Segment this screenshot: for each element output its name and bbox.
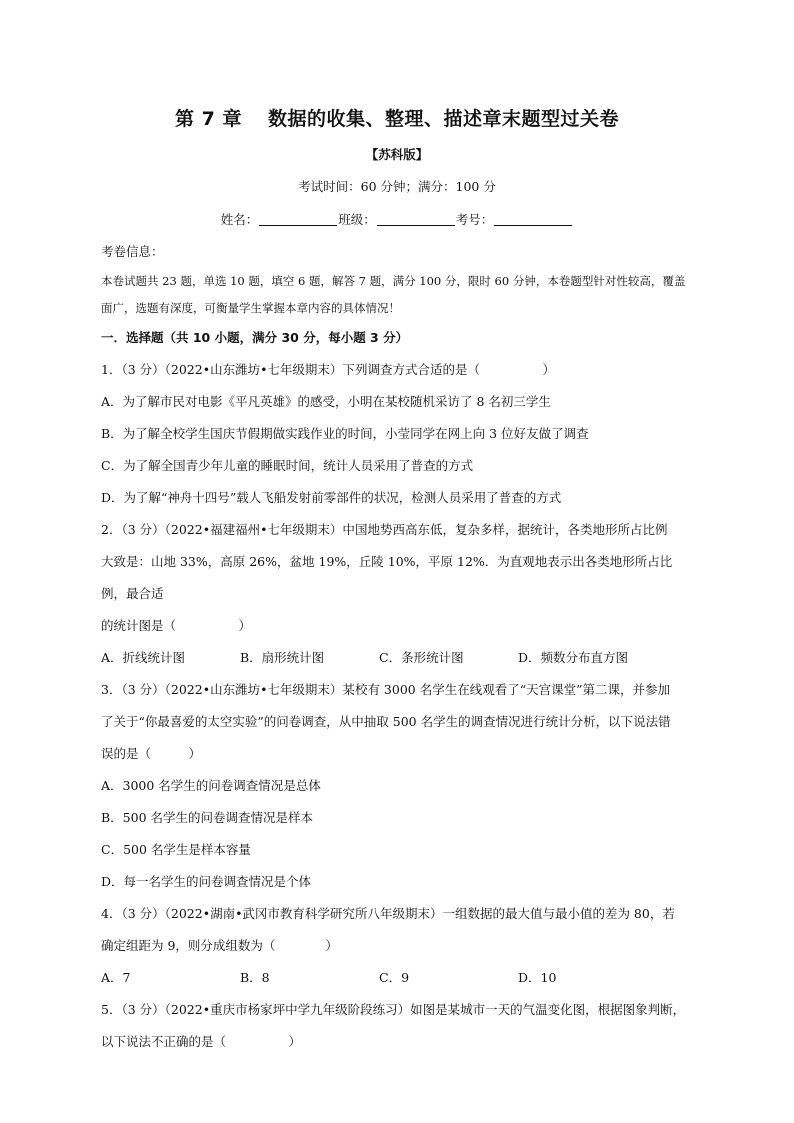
name-label: 姓名： <box>220 212 259 227</box>
chapter-label: 第 7 章 <box>175 108 242 130</box>
option-b: B．500 名学生的问卷调查情况是样本 <box>101 810 314 825</box>
option-d: D．频数分布直方图 <box>518 650 629 665</box>
option-a: A．7 <box>101 970 131 985</box>
question-stem-line: 4．（3 分）（2022•湖南•武冈市教育科学研究所八年级期末）一组数据的最大值与最小值的差为 80，若 <box>101 906 675 921</box>
number-label: 考号： <box>455 212 494 227</box>
exam-time: 考试时间：60 分钟；满分：100 分 <box>298 179 496 194</box>
question-2 <box>101 514 697 674</box>
option-b: B．8 <box>240 970 270 985</box>
number-blank[interactable] <box>494 213 572 226</box>
name-blank[interactable] <box>259 213 337 226</box>
question-stem-line: 3．（3 分）（2022•山东潍坊•七年级期末）某校有 3000 名学生在线观看了“天宫课堂”第二课，并参加 <box>101 682 670 697</box>
question-stem-line: 大致是：山地 33%，高原 26%，盆地 19%，丘陵 10%，平原 12%．为直观地表示出各类地形所占比例，最合适 <box>101 554 673 601</box>
question-stem-line: 以下说法不正确的是（ ） <box>101 1034 302 1049</box>
option-c: C．为了解全国青少年儿童的睡眠时间，统计人员采用了普查的方式 <box>101 458 474 473</box>
exam-info-line-1: 本卷试题共 23 题，单选 10 题，填空 6 题，解答 7 题，满分 100 分，限时 60 分钟，本卷题型针对性较高，覆盖 <box>101 274 686 288</box>
question-stem-line: 的统计图是（ ） <box>101 618 252 633</box>
question-stem: 1．（3 分）（2022•山东潍坊•七年级期末）下列调查方式合适的是（ ） <box>101 362 555 377</box>
class-label: 班级： <box>338 212 376 227</box>
class-blank[interactable] <box>377 213 455 226</box>
option-b: B．扇形统计图 <box>240 650 325 665</box>
options-row <box>101 962 697 994</box>
question-stem-line: 确定组距为 9，则分成组数为（ ） <box>101 938 338 953</box>
option-c: C．9 <box>379 970 410 985</box>
title-text: 数据的收集、整理、描述章末题型过关卷 <box>267 108 619 130</box>
question-stem-line: 误的是（ ） <box>101 746 202 761</box>
option-a: A．折线统计图 <box>101 650 186 665</box>
option-c: C．500 名学生是样本容量 <box>101 842 251 857</box>
question-3 <box>101 674 697 898</box>
option-c: C．条形统计图 <box>379 650 464 665</box>
question-4 <box>101 898 697 994</box>
option-b: B．为了解全校学生国庆节假期做实践作业的时间，小莹同学在网上向 3 位好友做了调查 <box>101 426 589 441</box>
option-a: A．为了解市民对电影《平凡英雄》的感受，小明在某校随机采访了 8 名初三学生 <box>101 394 551 409</box>
edition-label: 【苏科版】 <box>365 147 429 162</box>
question-stem-line: 5．（3 分）（2022•重庆市杨家坪中学九年级阶段练习）如图是某城市一天的气温变化图，根据图象判断， <box>101 1002 686 1017</box>
student-info-line <box>0 210 794 228</box>
exam-info-label: 考卷信息： <box>101 244 164 259</box>
option-d: D．每一名学生的问卷调查情况是个体 <box>101 874 312 889</box>
exam-content <box>101 236 697 1058</box>
question-stem-line: 2．（3 分）（2022•福建福州•七年级期末）中国地势西高东低，复杂多样，据统计，各类地形所占比例 <box>101 522 668 537</box>
question-stem-line: 了关于“你最喜爱的太空实验”的问卷调查，从中抽取 500 名学生的调查情况进行统计分析，以下说法错 <box>101 714 671 729</box>
question-1 <box>101 354 697 514</box>
option-d: D．为了解“神舟十四号”载人飞船发射前零部件的状况，检测人员采用了普查的方式 <box>101 490 562 505</box>
section-title: 一．选择题（共 10 小题，满分 30 分，每小题 3 分） <box>101 330 409 345</box>
option-a: A．3000 名学生的问卷调查情况是总体 <box>101 778 321 793</box>
question-5 <box>101 994 697 1058</box>
page-title <box>0 104 794 131</box>
option-d: D．10 <box>518 970 557 985</box>
exam-info-line-2: 面广，选题有深度，可衡量学生掌握本章内容的具体情况！ <box>101 301 400 315</box>
options-row <box>101 642 697 674</box>
